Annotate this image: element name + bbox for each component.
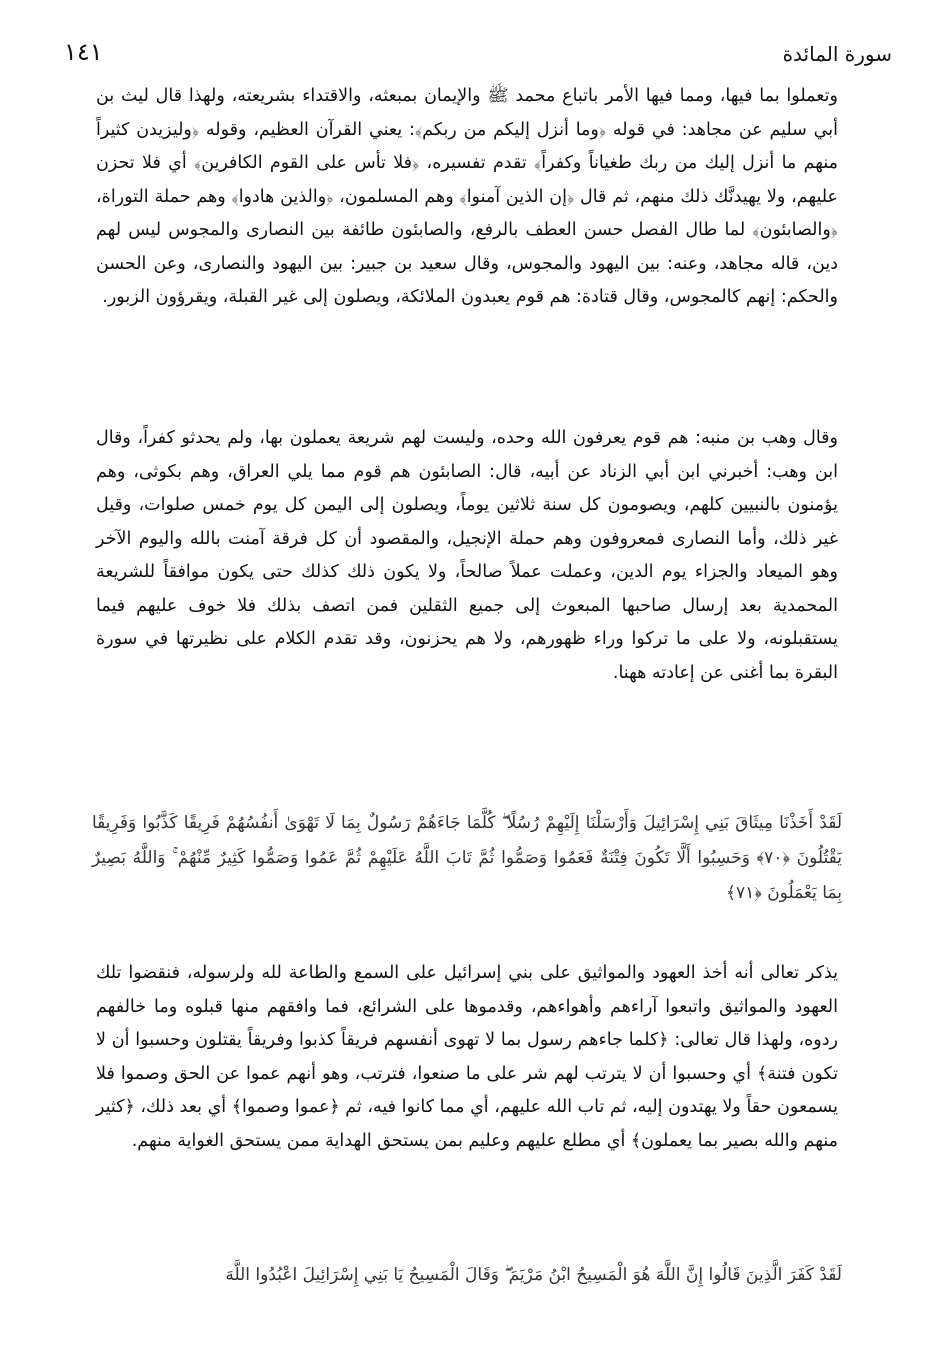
quran-verse-block-2: لَقَدْ كَفَرَ الَّذِينَ قَالُوا إِنَّ اللَّهَ هُوَ الْمَسِيحُ ابْنُ مَرْيَمَ ۖ وَقَالَ الْمَسِيحُ يَا بَنِي إِسْرَائِيلَ اعْبُدُوا اللَّهَ bbox=[225, 1265, 842, 1285]
commentary-paragraph-2: وقال وهب بن منبه: هم قوم يعرفون الله وحده، وليست لهم شريعة يعملون بها، ولم يحدثو كفراً، وقال ابن وهب: أخبرني ابن أبي الزناد عن أبيه، قال: الصابئون هم قوم مما يلي العراق، وهم بكوثى، وهم يؤمنون بالنبيين كلهم، ويصومون كل سنة ثلاثين يوماً، ويصلون إلى اليمن كل يوم خمس صلوات، وقيل غير ذلك، وأما النصارى فمعروفون وهم حملة الإنجيل، والمقصود أن كل فرقة آمنت بالله واليوم الآخر وهو الميعاد والجزاء يوم الدين، وعملت عملاً صالحاً، ولا يكون ذلك كذلك حتى يكون موافقاً للشريعة المحمدية بعد إرسال صاحبها المبعوث إلى جميع الثقلين فمن اتصف بذلك فلا خوف عليهم فيما يستقبلونه، ولا على ما تركوا وراء ظهورهم، ولا هم يحزنون، وقد تقدم الكلام على نظيرتها في سورة البقرة بما أغنى عن إعادته ههنا. bbox=[96, 428, 838, 683]
quran-verse-block-1: لَقَدْ أَخَذْنَا مِيثَاقَ بَنِي إِسْرَائِيلَ وَأَرْسَلْنَا إِلَيْهِمْ رُسُلًا ۖ كُلَّمَا جَاءَهُمْ رَسُولٌ بِمَا لَا تَهْوَىٰ أَنفُسُهُمْ فَرِيقًا كَذَّبُوا وَفَرِيقًا يَقْتُلُونَ ﴿٧٠﴾ وَحَسِبُوا أَلَّا تَكُونَ فِتْنَةٌ فَعَمُوا وَصَمُّوا ثُمَّ تَابَ اللَّهُ عَلَيْهِمْ ثُمَّ عَمُوا وَصَمُّوا كَثِيرٌ مِّنْهُمْ ۚ وَاللَّهُ بَصِيرٌ بِمَا يَعْمَلُونَ ﴿٧١﴾ bbox=[92, 813, 842, 903]
running-title: سورة المائدة bbox=[782, 42, 892, 66]
header-rule bbox=[40, 38, 894, 72]
commentary-paragraph-3: يذكر تعالى أنه أخذ العهود والمواثيق على بني إسرائيل على السمع والطاعة لله ولرسوله، فنقضوا تلك العهود والمواثيق واتبعوا آراءهم وأهواءهم، وقدموها على الشرائع، فما وافقهم منها قبلوه وما خالفهم ردوه، ولهذا قال تعالى: ﴿كلما جاءهم رسول بما لا تهوى أنفسهم فريقاً كذبوا وفريقاً يقتلون وحسبوا أن لا تكون فتنة﴾ أي وحسبوا أن لا يترتب لهم شر على ما صنعوا، فترتب، وهو أنهم عموا عن الحق وصموا فلا يسمعون حقاً ولا يهتدون إليه، ثم تاب الله عليهم، أي مما كانوا فيه، ثم ﴿عموا وصموا﴾ أي بعد ذلك، ﴿كثير منهم والله بصير بما يعملون﴾ أي مطلع عليهم وعليم بمن يستحق الهداية ممن يستحق الغواية منهم. bbox=[96, 963, 838, 1151]
commentary-paragraph-1: وتعملوا بما فيها، ومما فيها الأمر باتباع محمد ﷺ والإيمان بمبعثه، والاقتداء بشريعته، ولهذا قال ليث بن أبي سليم عن مجاهد: في قوله ﴿وما أنزل إليكم من ربكم﴾: يعني القرآن العظيم، وقوله ﴿وليزيدن كثيراً منهم ما أنزل إليك من ربك طغياناً وكفراً﴾ تقدم تفسيره، ﴿فلا تأس على القوم الكافرين﴾ أي فلا تحزن عليهم، ولا يهيدنَّك ذلك منهم، ثم قال ﴿إن الذين آمنوا﴾ وهم المسلمون، ﴿والذين هادوا﴾ وهم حملة التوراة، ﴿والصابئون﴾ لما طال الفصل حسن العطف بالرفع، والصابئون طائفة بين النصارى والمجوس ليس لهم دين، قاله مجاهد، وعنه: بين اليهود والمجوس، وقال سعيد بن جبير: بين اليهود والنصارى، وعن الحسن والحكم: إنهم كالمجوس، وقال قتادة: هم قوم يعبدون الملائكة، ويصلون إلى غير القبلة، ويقرؤون الزبور. bbox=[96, 86, 838, 307]
page-number: ١٤١ bbox=[64, 38, 103, 66]
